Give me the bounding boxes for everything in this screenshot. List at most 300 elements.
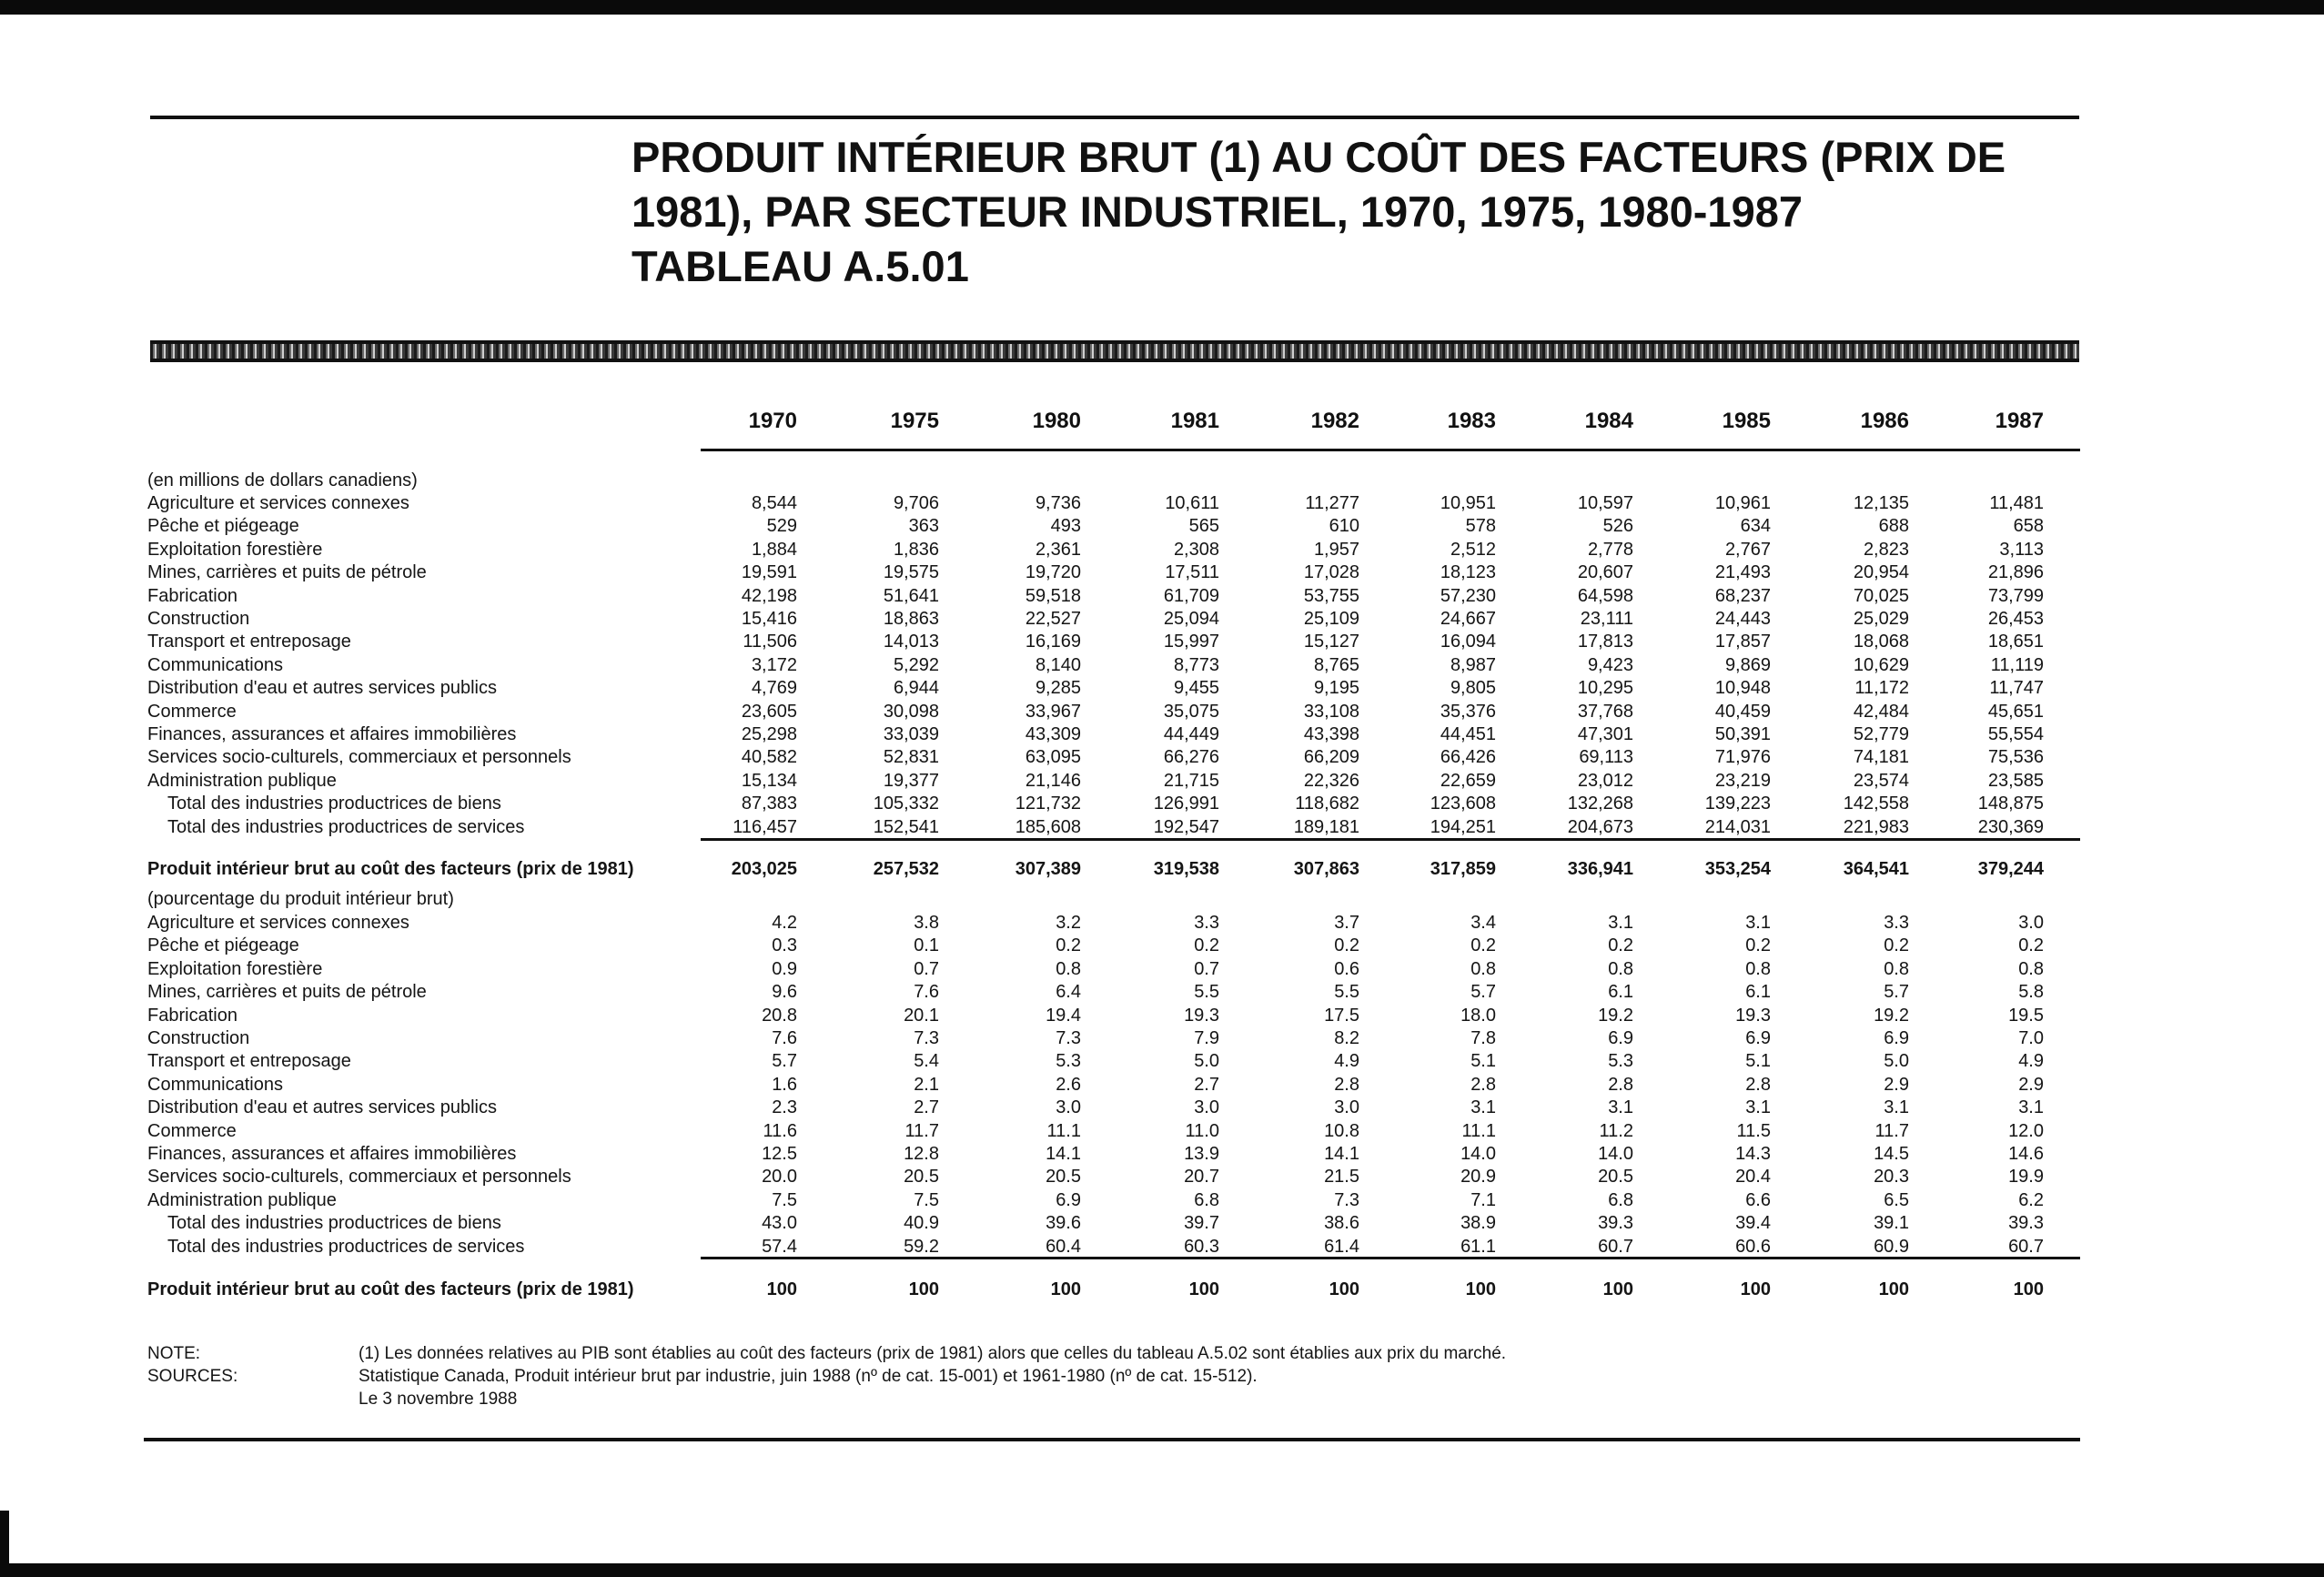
table-cell: 16,169 <box>1025 632 1081 652</box>
table-cell: 105,332 <box>873 794 939 814</box>
table-cell: 25,029 <box>1853 609 1909 629</box>
table-cell: 11,172 <box>1854 678 1909 699</box>
column-header-year: 1984 <box>1584 409 1633 433</box>
table-cell: 0.8 <box>1745 958 1771 979</box>
row-label: Exploitation forestière <box>147 958 323 979</box>
table-row <box>0 1119 2324 1143</box>
table-cell: 194,251 <box>1430 816 1496 837</box>
table-row <box>0 514 2324 538</box>
table-cell: 565 <box>1188 516 1219 537</box>
table-row <box>0 584 2324 608</box>
table-cell: 132,268 <box>1567 794 1633 814</box>
row-label: Services socio-culturels, commerciaux et personnels <box>147 1167 571 1188</box>
table-cell: 20.5 <box>1598 1167 1633 1188</box>
table-cell: 61.4 <box>1324 1236 1359 1257</box>
row-label: Commerce <box>147 701 237 722</box>
table-row <box>0 1096 2324 1119</box>
table-cell: 100 <box>1329 1279 1359 1299</box>
table-row <box>0 491 2324 515</box>
table-cell: 19,377 <box>883 770 939 791</box>
table-cell: 10,951 <box>1440 493 1496 513</box>
decorative-band <box>150 340 2079 362</box>
table-row <box>0 1188 2324 1212</box>
table-row <box>0 1026 2324 1050</box>
table-cell: 19.2 <box>1598 1005 1633 1026</box>
table-cell: 11.7 <box>1874 1120 1909 1141</box>
table-cell: 38.6 <box>1324 1213 1359 1234</box>
table-row <box>0 745 2324 769</box>
table-cell: 7.1 <box>1470 1189 1496 1210</box>
table-row <box>0 1235 2324 1259</box>
row-label: Commerce <box>147 1120 237 1141</box>
table-cell: 3.0 <box>1334 1097 1359 1118</box>
table-cell: 23,585 <box>1987 770 2044 791</box>
column-header-year: 1981 <box>1170 409 1219 433</box>
table-row <box>0 815 2324 839</box>
table-cell: 40.9 <box>904 1213 939 1234</box>
table-cell: 139,223 <box>1704 794 1771 814</box>
table-row <box>0 1049 2324 1073</box>
subtotal-rule-2 <box>701 1257 2080 1259</box>
table-cell: 0.2 <box>1884 935 1909 956</box>
table-cell: 2.7 <box>1194 1074 1219 1095</box>
table-cell: 9,736 <box>1035 493 1081 513</box>
row-label: Transport et entreposage <box>147 632 351 652</box>
table-cell: 7.5 <box>914 1189 939 1210</box>
table-cell: 73,799 <box>1987 585 2044 606</box>
table-cell: 10,961 <box>1714 493 1771 513</box>
table-cell: 5.7 <box>1884 982 1909 1003</box>
table-cell: 18.0 <box>1460 1005 1496 1026</box>
table-cell: 69,113 <box>1579 747 1633 768</box>
table-cell: 100 <box>2013 1279 2044 1299</box>
table-cell: 20.0 <box>762 1167 797 1188</box>
table-cell: 2.6 <box>1056 1074 1081 1095</box>
scan-top-edge <box>0 0 2324 15</box>
table-cell: 6.1 <box>1745 982 1771 1003</box>
table-cell: 0.7 <box>914 958 939 979</box>
table-cell: 192,547 <box>1153 816 1219 837</box>
title-line-2: 1981), PAR SECTEUR INDUSTRIEL, 1970, 1975, 1980-1987 <box>632 187 1803 236</box>
table-cell: 3,113 <box>1999 539 2044 560</box>
table-cell: 19.9 <box>2008 1167 2044 1188</box>
row-label: Transport et entreposage <box>147 1051 351 1072</box>
table-cell: 9,805 <box>1450 678 1496 699</box>
table-cell: 19,575 <box>883 562 939 583</box>
table-cell: 2,361 <box>1035 539 1081 560</box>
row-label: Communications <box>147 1074 283 1095</box>
table-cell: 26,453 <box>1987 609 2044 629</box>
table-cell: 12.0 <box>2008 1120 2044 1141</box>
table-cell: 10.8 <box>1324 1120 1359 1141</box>
table-row <box>0 676 2324 700</box>
total-row <box>0 857 2324 881</box>
table-cell: 53,755 <box>1303 585 1359 606</box>
table-cell: 6.5 <box>1884 1189 1909 1210</box>
row-label: Total des industries productrices de biens <box>167 1213 501 1234</box>
table-cell: 7.6 <box>914 982 939 1003</box>
table-cell: 0.8 <box>1608 958 1633 979</box>
table-cell: 2.8 <box>1470 1074 1496 1095</box>
table-cell: 23,219 <box>1714 770 1771 791</box>
table-cell: 100 <box>908 1279 939 1299</box>
table-cell: 42,484 <box>1853 701 1909 722</box>
table-cell: 100 <box>1602 1279 1633 1299</box>
table-cell: 39.6 <box>1046 1213 1081 1234</box>
table-cell: 353,254 <box>1704 859 1771 879</box>
table-cell: 8,140 <box>1035 654 1081 675</box>
table-cell: 11.2 <box>1599 1120 1633 1141</box>
table-cell: 11,119 <box>1990 654 2044 675</box>
table-cell: 3.1 <box>1884 1097 1909 1118</box>
table-cell: 19.5 <box>2008 1005 2044 1026</box>
table-cell: 43.0 <box>762 1213 797 1234</box>
table-cell: 0.1 <box>914 935 939 956</box>
table-cell: 60.6 <box>1735 1236 1771 1257</box>
table-cell: 44,451 <box>1440 724 1496 744</box>
table-cell: 21,146 <box>1025 770 1081 791</box>
table-cell: 14.3 <box>1735 1144 1771 1164</box>
table-cell: 18,123 <box>1440 562 1496 583</box>
table-cell: 24,667 <box>1440 609 1496 629</box>
table-cell: 19,591 <box>741 562 797 583</box>
table-cell: 39.4 <box>1735 1213 1771 1234</box>
table-cell: 8,544 <box>751 493 797 513</box>
table-cell: 230,369 <box>1977 816 2044 837</box>
table-cell: 7.5 <box>772 1189 797 1210</box>
row-label: Agriculture et services connexes <box>147 493 409 513</box>
table-cell: 39.7 <box>1184 1213 1219 1234</box>
table-cell: 7.3 <box>1056 1028 1081 1048</box>
row-label: Fabrication <box>147 1005 237 1026</box>
table-cell: 317,859 <box>1430 859 1496 879</box>
table-cell: 5.7 <box>772 1051 797 1072</box>
table-cell: 22,326 <box>1303 770 1359 791</box>
table-cell: 3,172 <box>751 654 797 675</box>
table-cell: 3.1 <box>1608 1097 1633 1118</box>
table-cell: 10,611 <box>1165 493 1219 513</box>
table-cell: 100 <box>1188 1279 1219 1299</box>
table-cell: 66,426 <box>1440 747 1496 768</box>
table-cell: 493 <box>1050 516 1081 537</box>
table-cell: 4.9 <box>1334 1051 1359 1072</box>
table-cell: 60.7 <box>2008 1236 2044 1257</box>
note-text: (1) Les données relatives au PIB sont établies au coût des facteurs (prix de 1981) alors que celles du tableau A.5.02 sont établies aux prix du marché. <box>359 1344 1507 1363</box>
table-cell: 17,511 <box>1165 562 1219 583</box>
table-cell: 100 <box>1740 1279 1771 1299</box>
table-cell: 11,747 <box>1989 678 2044 699</box>
table-cell: 35,376 <box>1440 701 1496 722</box>
table-cell: 5.0 <box>1194 1051 1219 1072</box>
table-cell: 6.8 <box>1608 1189 1633 1210</box>
table-cell: 257,532 <box>873 859 939 879</box>
table-cell: 5.1 <box>1470 1051 1496 1072</box>
unit-row <box>0 887 2324 911</box>
table-cell: 6.4 <box>1056 982 1081 1003</box>
table-cell: 4.2 <box>772 913 797 933</box>
table-cell: 0.2 <box>1745 935 1771 956</box>
table-cell: 2,512 <box>1450 539 1496 560</box>
row-label: Construction <box>147 609 250 629</box>
table-cell: 5.5 <box>1194 982 1219 1003</box>
table-cell: 6.6 <box>1745 1189 1771 1210</box>
table-cell: 12.5 <box>762 1144 797 1164</box>
unit-label: (pourcentage du produit intérieur brut) <box>147 889 454 909</box>
table-cell: 75,536 <box>1987 747 2044 768</box>
column-header-year: 1970 <box>748 409 797 433</box>
table-cell: 610 <box>1329 516 1359 537</box>
table-cell: 0.8 <box>1470 958 1496 979</box>
table-cell: 22,659 <box>1440 770 1496 791</box>
date-row <box>147 1388 2076 1410</box>
table-cell: 1,884 <box>751 539 797 560</box>
table-cell: 20.1 <box>904 1005 939 1026</box>
table-cell: 20,954 <box>1853 562 1909 583</box>
table-cell: 14.1 <box>1046 1144 1081 1164</box>
row-label: Distribution d'eau et autres services publics <box>147 1097 498 1118</box>
table-cell: 100 <box>1465 1279 1496 1299</box>
table-cell: 529 <box>766 516 797 537</box>
table-cell: 19.4 <box>1046 1005 1081 1026</box>
table-cell: 5.8 <box>2018 982 2044 1003</box>
table-cell: 2,308 <box>1173 539 1219 560</box>
table-cell: 9,285 <box>1035 678 1081 699</box>
scan-left-mark <box>0 1511 9 1563</box>
table-row <box>0 1211 2324 1235</box>
table-row <box>0 607 2324 631</box>
table-cell: 40,582 <box>741 747 797 768</box>
table-cell: 8.2 <box>1334 1028 1359 1048</box>
table-cell: 21,493 <box>1714 562 1771 583</box>
table-cell: 9,455 <box>1173 678 1219 699</box>
table-cell: 42,198 <box>741 585 797 606</box>
row-label: Administration publique <box>147 1189 337 1210</box>
date-text: Le 3 novembre 1988 <box>359 1390 518 1409</box>
table-row <box>0 1073 2324 1097</box>
table-cell: 0.6 <box>1334 958 1359 979</box>
table-cell: 17,857 <box>1714 632 1771 652</box>
table-cell: 0.8 <box>1884 958 1909 979</box>
column-header-year: 1983 <box>1447 409 1496 433</box>
table-cell: 7.3 <box>1334 1189 1359 1210</box>
table-cell: 148,875 <box>1977 794 2044 814</box>
table-cell: 0.2 <box>1194 935 1219 956</box>
table-cell: 57,230 <box>1440 585 1496 606</box>
table-cell: 15,416 <box>741 609 797 629</box>
page-title <box>632 130 2087 294</box>
table-cell: 8,773 <box>1173 654 1219 675</box>
total-label: Produit intérieur brut au coût des facteurs (prix de 1981) <box>147 1279 634 1299</box>
table-cell: 363 <box>908 516 939 537</box>
table-cell: 9,706 <box>893 493 939 513</box>
table-row <box>0 769 2324 793</box>
table-cell: 1,957 <box>1313 539 1359 560</box>
table-cell: 17,028 <box>1303 562 1359 583</box>
total-row <box>0 1278 2324 1301</box>
bottom-rule <box>144 1438 2080 1441</box>
table-cell: 526 <box>1602 516 1633 537</box>
table-cell: 45,651 <box>1987 701 2044 722</box>
table-cell: 10,629 <box>1853 654 1909 675</box>
table-cell: 6.9 <box>1056 1189 1081 1210</box>
table-row <box>0 561 2324 584</box>
subtotal-rule-1 <box>701 838 2080 841</box>
table-cell: 50,391 <box>1714 724 1771 744</box>
table-cell: 185,608 <box>1015 816 1081 837</box>
table-cell: 100 <box>1878 1279 1909 1299</box>
column-header-year: 1985 <box>1722 409 1771 433</box>
table-cell: 20.9 <box>1460 1167 1496 1188</box>
table-cell: 20.3 <box>1874 1167 1909 1188</box>
sources-key: SOURCES: <box>147 1367 238 1386</box>
table-cell: 11.6 <box>763 1120 797 1141</box>
table-cell: 20.7 <box>1184 1167 1219 1188</box>
row-label: Communications <box>147 654 283 675</box>
row-label: Distribution d'eau et autres services publics <box>147 678 498 699</box>
unit-row <box>0 469 2324 492</box>
table-cell: 121,732 <box>1015 794 1081 814</box>
table-cell: 3.4 <box>1470 913 1496 933</box>
table-cell: 14,013 <box>883 632 939 652</box>
table-cell: 3.0 <box>1056 1097 1081 1118</box>
table-cell: 19.2 <box>1874 1005 1909 1026</box>
table-cell: 118,682 <box>1295 794 1359 814</box>
table-cell: 44,449 <box>1163 724 1219 744</box>
table-cell: 214,031 <box>1704 816 1771 837</box>
sources-row <box>147 1365 2076 1388</box>
table-cell: 10,597 <box>1577 493 1633 513</box>
table-cell: 0.2 <box>1470 935 1496 956</box>
scan-bottom-edge <box>0 1563 2324 1577</box>
table-cell: 578 <box>1465 516 1496 537</box>
table-cell: 9,195 <box>1313 678 1359 699</box>
table-row <box>0 630 2324 653</box>
table-cell: 3.3 <box>1194 913 1219 933</box>
table-cell: 15,127 <box>1303 632 1359 652</box>
table-cell: 35,075 <box>1163 701 1219 722</box>
table-cell: 14.5 <box>1874 1144 1909 1164</box>
table-cell: 74,181 <box>1853 747 1909 768</box>
column-header-year: 1987 <box>1995 409 2044 433</box>
table-cell: 3.7 <box>1334 913 1359 933</box>
table-cell: 2,823 <box>1863 539 1909 560</box>
table-cell: 3.0 <box>1194 1097 1219 1118</box>
table-cell: 3.8 <box>914 913 939 933</box>
table-cell: 59.2 <box>904 1236 939 1257</box>
table-cell: 19.3 <box>1735 1005 1771 1026</box>
table-row <box>0 1004 2324 1027</box>
table-cell: 2.1 <box>914 1074 939 1095</box>
table-cell: 3.1 <box>1608 913 1633 933</box>
sources-text: Statistique Canada, Produit intérieur brut par industrie, juin 1988 (nº de cat. 15-001) et 1961-1980 (nº de cat. 15-512). <box>359 1367 1258 1386</box>
table-cell: 87,383 <box>741 794 797 814</box>
table-cell: 14.0 <box>1598 1144 1633 1164</box>
table-row <box>0 1165 2324 1188</box>
table-cell: 10,295 <box>1577 678 1633 699</box>
table-cell: 0.8 <box>1056 958 1081 979</box>
table-cell: 68,237 <box>1714 585 1771 606</box>
table-cell: 43,309 <box>1025 724 1081 744</box>
table-row <box>0 723 2324 746</box>
table-cell: 658 <box>2013 516 2044 537</box>
table-cell: 15,134 <box>741 770 797 791</box>
table-cell: 2.7 <box>914 1097 939 1118</box>
table-cell: 70,025 <box>1853 585 1909 606</box>
row-label: Mines, carrières et puits de pétrole <box>147 982 427 1003</box>
table-cell: 9,423 <box>1587 654 1633 675</box>
table-cell: 38.9 <box>1460 1213 1496 1234</box>
table-cell: 0.2 <box>1056 935 1081 956</box>
table-cell: 203,025 <box>731 859 797 879</box>
table-cell: 0.9 <box>772 958 797 979</box>
table-cell: 18,068 <box>1853 632 1909 652</box>
table-cell: 336,941 <box>1567 859 1633 879</box>
table-cell: 40,459 <box>1714 701 1771 722</box>
table-row <box>0 700 2324 723</box>
table-cell: 25,109 <box>1303 609 1359 629</box>
table-cell: 23,605 <box>741 701 797 722</box>
table-cell: 7.6 <box>772 1028 797 1048</box>
table-cell: 307,863 <box>1293 859 1359 879</box>
table-cell: 5.7 <box>1470 982 1496 1003</box>
notes-section <box>147 1342 2076 1410</box>
table-cell: 2.9 <box>2018 1074 2044 1095</box>
table-cell: 221,983 <box>1843 816 1909 837</box>
table-cell: 1,836 <box>893 539 939 560</box>
table-cell: 8,765 <box>1313 654 1359 675</box>
table-cell: 14.0 <box>1460 1144 1496 1164</box>
table-cell: 4.9 <box>2018 1051 2044 1072</box>
table-cell: 0.8 <box>2018 958 2044 979</box>
row-label: Services socio-culturels, commerciaux et personnels <box>147 747 571 768</box>
table-cell: 17,813 <box>1577 632 1633 652</box>
row-label: Total des industries productrices de services <box>167 816 525 837</box>
table-cell: 19.3 <box>1184 1005 1219 1026</box>
row-label: Exploitation forestière <box>147 539 323 560</box>
table-cell: 55,554 <box>1987 724 2044 744</box>
table-cell: 6,944 <box>893 678 939 699</box>
table-cell: 3.1 <box>1745 913 1771 933</box>
table-cell: 8,987 <box>1450 654 1496 675</box>
table-cell: 3.2 <box>1056 913 1081 933</box>
title-line-3: TABLEAU A.5.01 <box>632 242 969 290</box>
table-cell: 20.5 <box>904 1167 939 1188</box>
table-cell: 11,506 <box>743 632 797 652</box>
table-cell: 12,135 <box>1853 493 1909 513</box>
table-cell: 5.5 <box>1334 982 1359 1003</box>
table-cell: 61.1 <box>1460 1236 1496 1257</box>
table-cell: 25,298 <box>741 724 797 744</box>
table-cell: 60.9 <box>1874 1236 1909 1257</box>
note-key: NOTE: <box>147 1344 201 1363</box>
table-cell: 6.9 <box>1884 1028 1909 1048</box>
table-cell: 0.7 <box>1194 958 1219 979</box>
table-cell: 59,518 <box>1025 585 1081 606</box>
table-cell: 142,558 <box>1843 794 1909 814</box>
total-label: Produit intérieur brut au coût des facteurs (prix de 1981) <box>147 859 634 879</box>
table-row <box>0 934 2324 957</box>
column-header-year: 1980 <box>1032 409 1081 433</box>
table-cell: 23,111 <box>1580 609 1633 629</box>
table-cell: 13.9 <box>1184 1144 1219 1164</box>
table-cell: 116,457 <box>733 816 797 837</box>
column-header-year: 1975 <box>890 409 939 433</box>
table-cell: 7.0 <box>2018 1028 2044 1048</box>
table-cell: 3.1 <box>1470 1097 1496 1118</box>
table-cell: 20,607 <box>1577 562 1633 583</box>
table-cell: 5.3 <box>1608 1051 1633 1072</box>
table-cell: 0.2 <box>1334 935 1359 956</box>
